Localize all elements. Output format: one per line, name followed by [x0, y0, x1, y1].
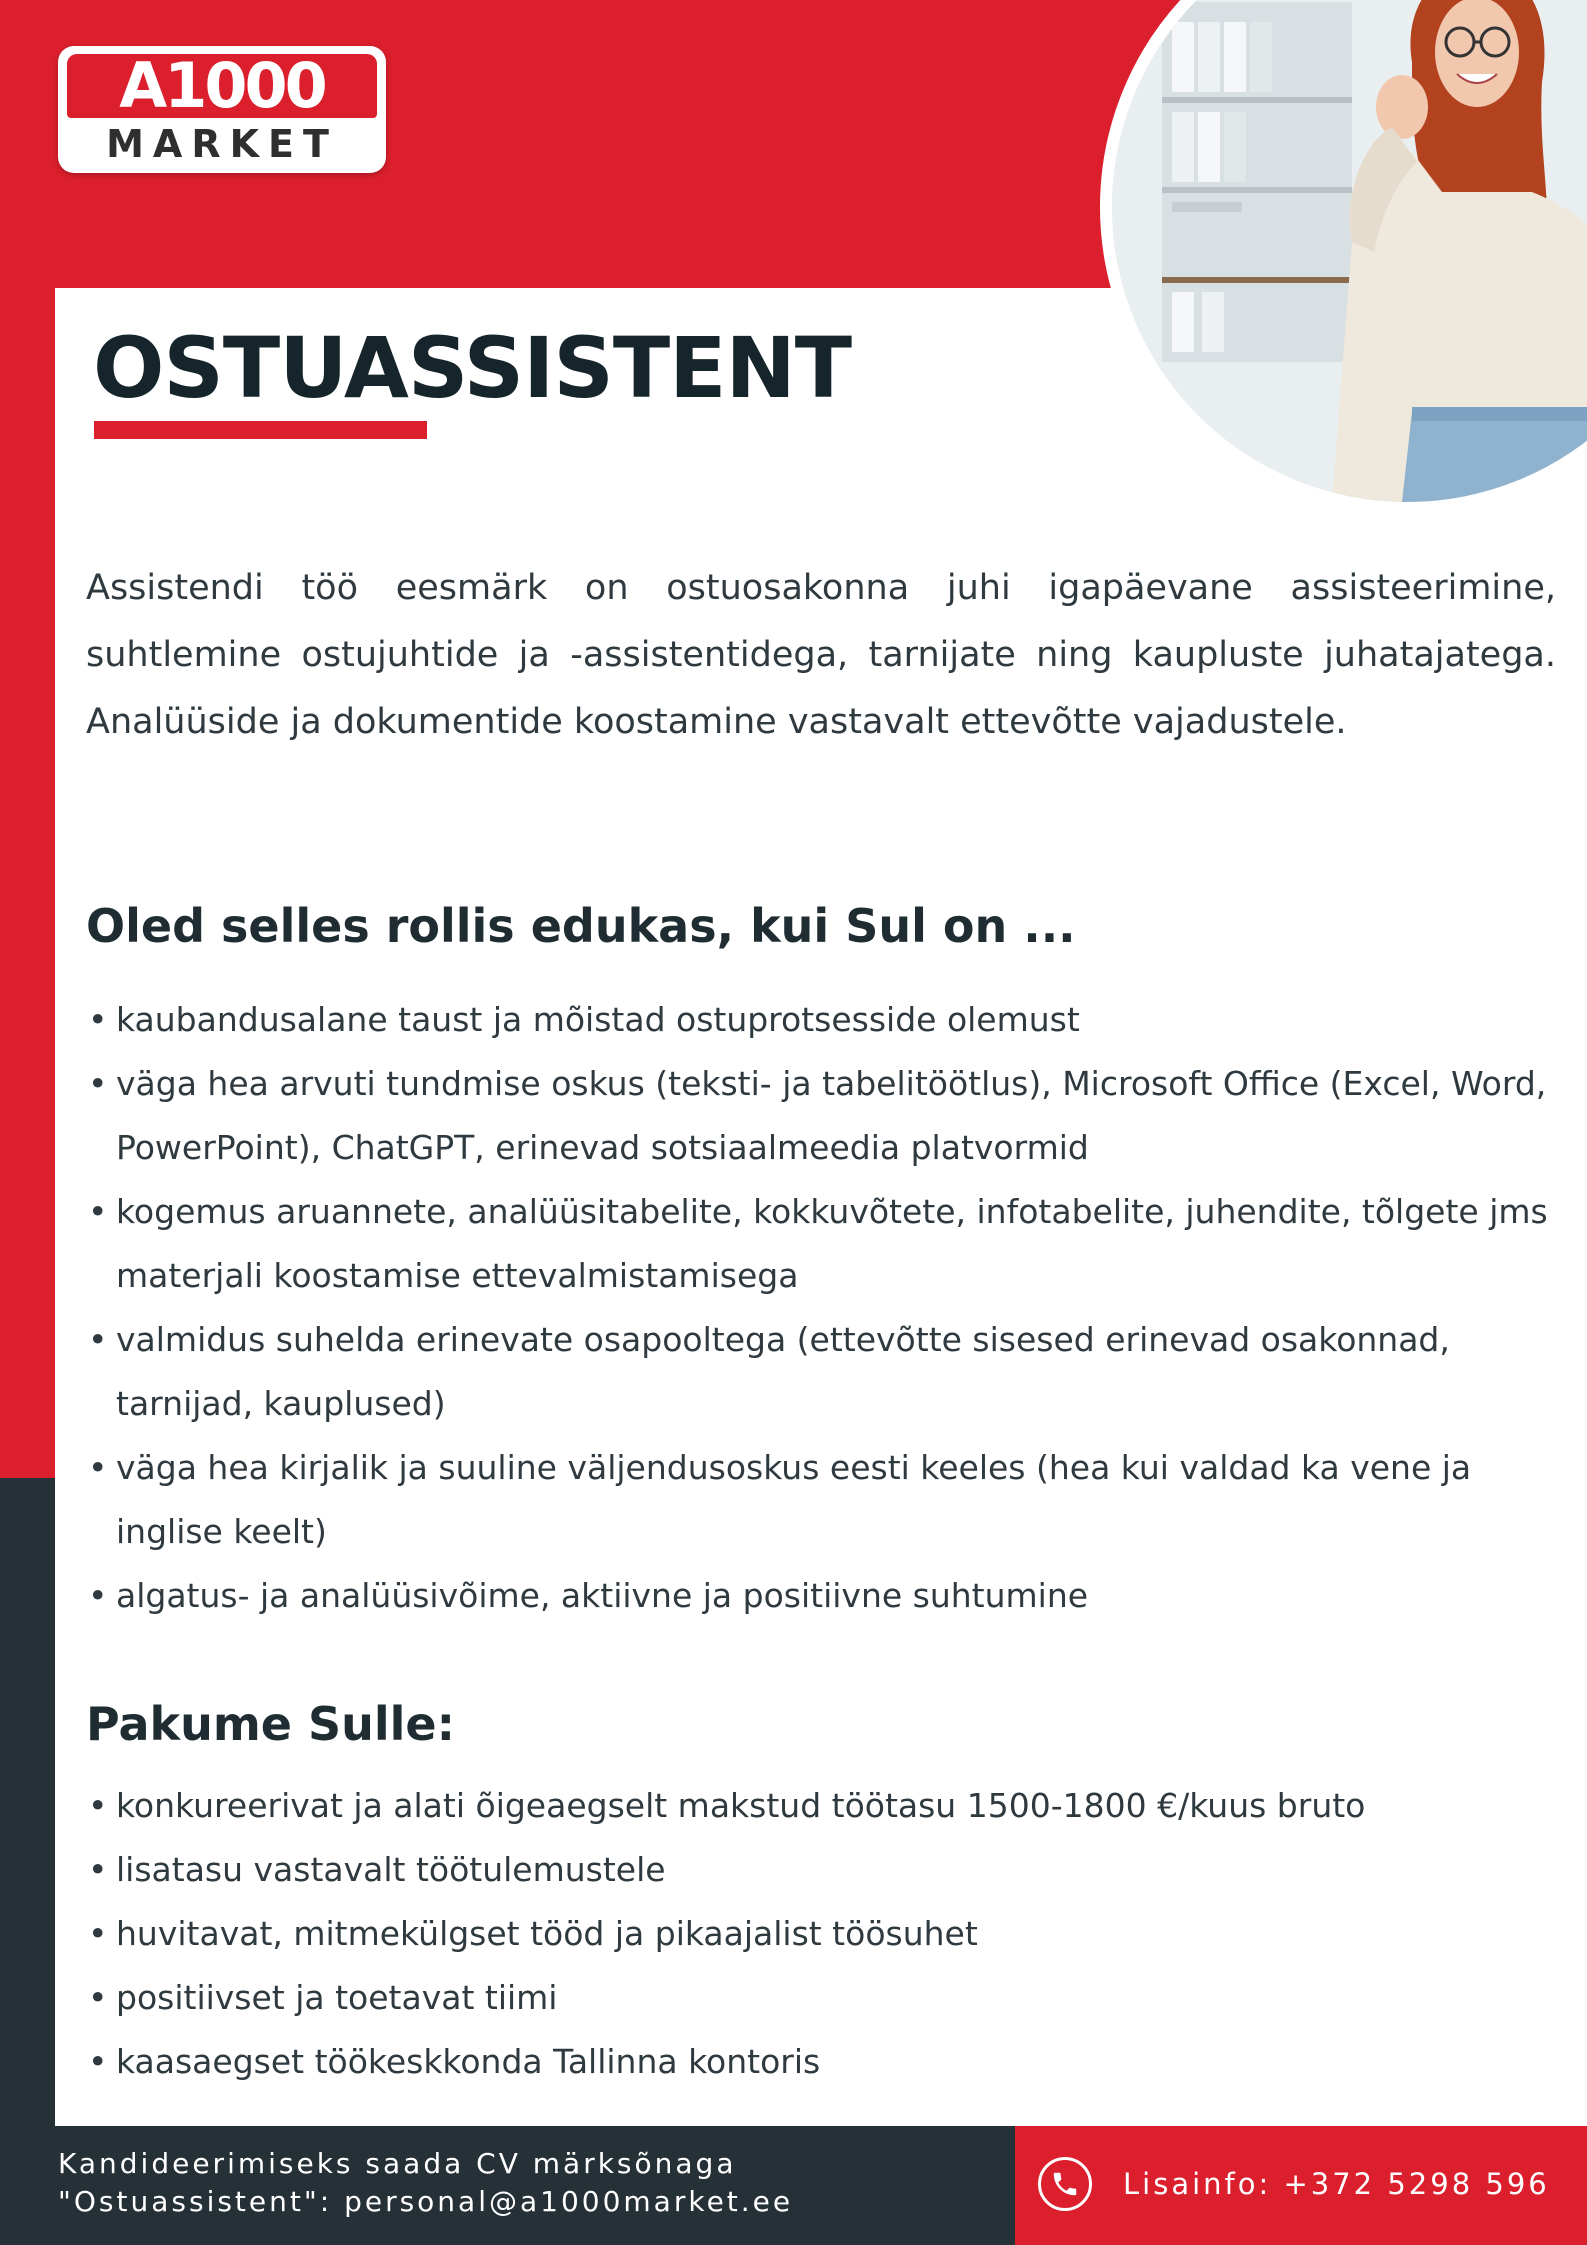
woman-photo-illustration: [1112, 0, 1587, 502]
offer-heading: Pakume Sulle:: [86, 1697, 456, 1751]
contact-phone: Lisainfo: +372 5298 596: [1123, 2167, 1550, 2201]
phone-icon: [1038, 2157, 1092, 2211]
logo-red-band: [67, 49, 377, 122]
list-item: • positiivset ja toetavat tiimi: [86, 1966, 1576, 2030]
list-item: • kaasaegset töökeskkonda Tallinna kontoris: [86, 2030, 1576, 2094]
offer-list: [86, 1774, 1576, 2094]
hero-photo: [1100, 0, 1587, 514]
title-underline: [94, 421, 427, 439]
list-item: • konkureerivat ja alati õigeaegselt makstud töötasu 1500-1800 €/kuus bruto: [86, 1774, 1576, 1838]
logo-top-text: A1000: [119, 49, 325, 122]
list-item: • kaubandusalane taust ja mõistad ostuprotsesside olemust: [86, 988, 1576, 1052]
list-item: • huvitavat, mitmekülgset tööd ja pikaajalist töösuhet: [86, 1902, 1576, 1966]
contact-box: [1015, 2126, 1587, 2245]
application-line-2: "Ostuassistent": personal@a1000market.ee: [58, 2185, 794, 2218]
application-info: [58, 2145, 998, 2221]
logo-bottom-text: MARKET: [106, 122, 338, 166]
job-title: OSTUASSISTENT: [93, 319, 852, 417]
list-item: • kogemus aruannete, analüüsitabelite, kokkuvõtete, infotabelite, juhendite, tõlgete jms materjali koostamise ettevalmistamisega: [86, 1180, 1576, 1308]
list-item: • lisatasu vastavalt töötulemustele: [86, 1838, 1576, 1902]
job-intro: Assistendi töö eesmärk on ostuosakonna juhi igapäevane assisteerimine, suhtlemine ostujuhtide ja -assistentidega, tarnijate ning kaupluste juhatajatega. Analüüside ja dokumentide koostamine vastavalt ettevõtte vajadustele.: [86, 568, 1556, 742]
list-item: • väga hea arvuti tundmise oskus (teksti- ja tabelitöötlus), Microsoft Office (Excel, Word, PowerPoint), ChatGPT, erinevad sotsiaalmeedia platvormid: [86, 1052, 1576, 1180]
application-line-1: Kandideerimiseks saada CV märksõnaga: [58, 2147, 737, 2180]
list-item: • algatus- ja analüüsivõime, aktiivne ja positiivne suhtumine: [86, 1564, 1576, 1628]
qualifications-heading: Oled selles rollis edukas, kui Sul on ...: [86, 899, 1076, 953]
qualifications-list: [86, 988, 1576, 1628]
list-item: • valmidus suhelda erinevate osapooltega (ettevõtte sisesed erinevad osakonnad, tarnijad, kauplused): [86, 1308, 1576, 1436]
company-logo: [58, 46, 386, 173]
list-item: • väga hea kirjalik ja suuline väljendusoskus eesti keeles (hea kui valdad ka vene ja inglise keelt): [86, 1436, 1576, 1564]
